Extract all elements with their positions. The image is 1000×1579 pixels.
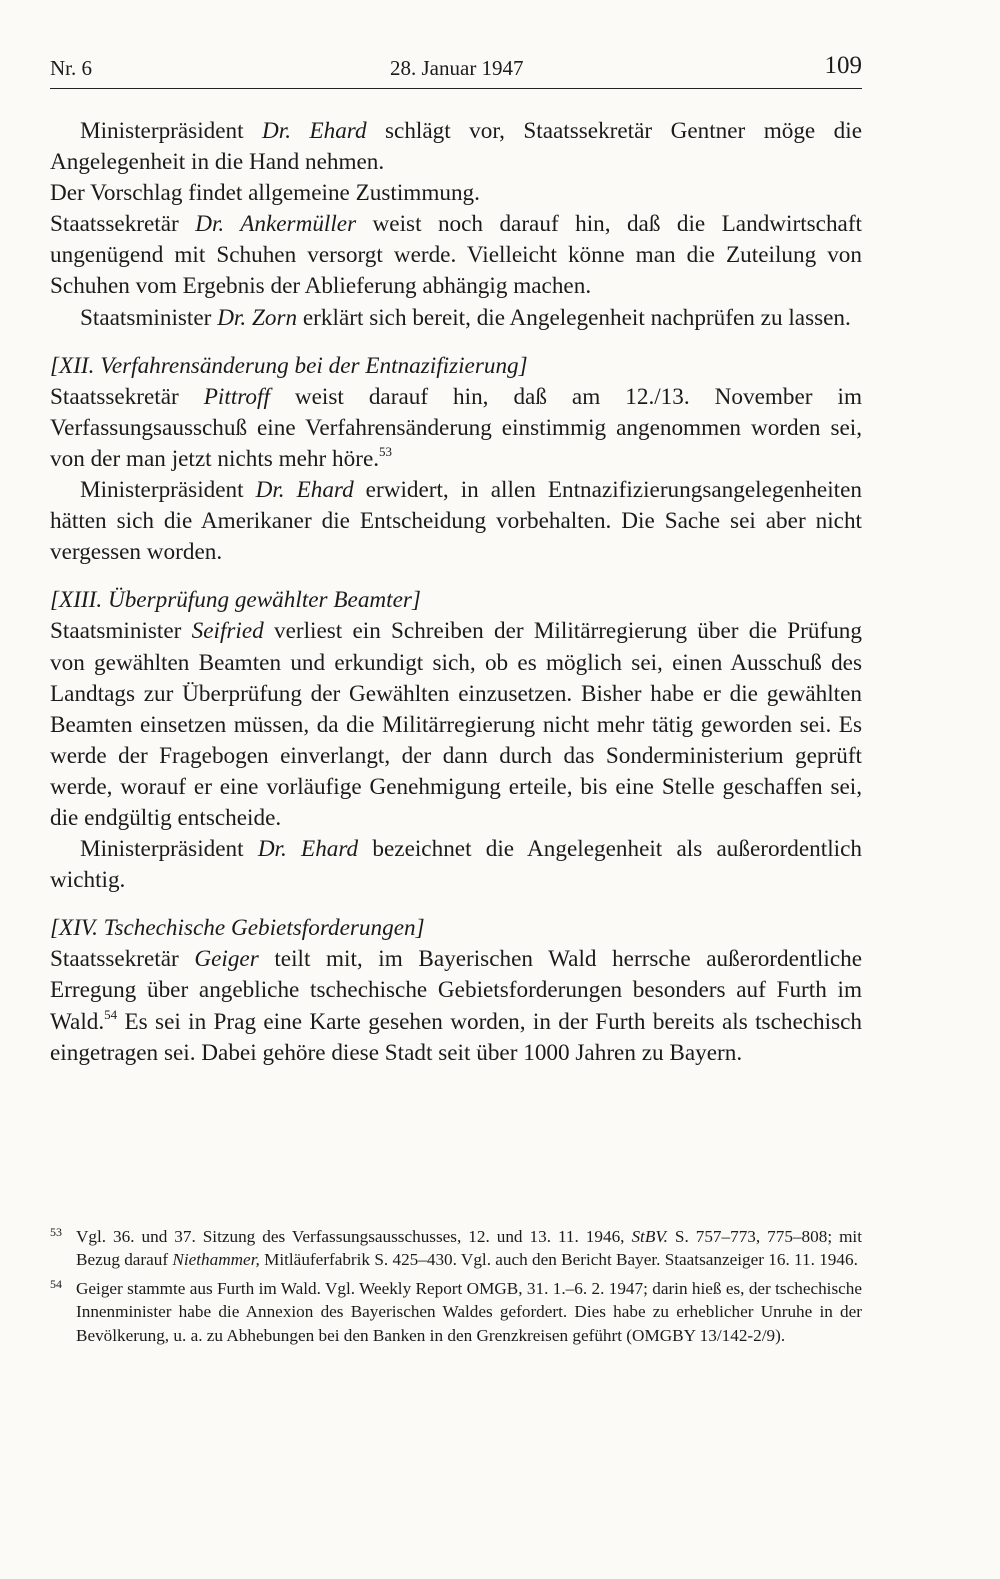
running-header [50, 52, 862, 84]
section-heading-xiii: [XIII. Überprüfung gewählter Beamter] [50, 587, 421, 614]
footnote: 54 Geiger stammte aus Furth im Wald. Vgl. Weekly Report OMGB, 31. 1.–6. 2. 1947; darin hieß es, der tschechische Innenminister habe die Annexion des Bayerischen Waldes gefordert. Dies habe zu erheblicher Unruhe in der Bevölkerung, u. a. zu Abhebungen bei den Banken in den Grenzkreisen geführt (OMGBY 13/142-2/9). [50, 1277, 862, 1347]
paragraph: Staatssekretär Geiger teilt mit, im Bayerischen Wald herrsche außerordentliche Erregung über angebliche tschechische Gebietsforderungen besonders auf Furth im Wald.$^{54}$ Es sei in Prag eine Karte gesehen worden, in der Furth bereits als tschechisch eingetragen sei. Dabei gehöre diese Stadt seit über 1000 Jahren zu Bayern. [50, 946, 862, 1066]
footnotes [50, 1225, 862, 1352]
paragraph: Staatssekretär Pittroff weist darauf hin, daß am 12./13. November im Verfassungsausschuß eine Verfahrensänderung einstimmig angenommen worden sei, von der man jetzt nichts mehr höre.$^{53}$ [50, 383, 863, 472]
section-heading-xiv: [XIV. Tschechische Gebietsforderungen] [50, 915, 425, 942]
issue-number: Nr. 6 [50, 56, 92, 80]
paragraph: Ministerpräsident Dr. Ehard schlägt vor, Staatssekretär Gentner möge die Angelegenheit in die Hand nehmen. [50, 118, 862, 176]
paragraph: Ministerpräsident Dr. Ehard bezeichnet die Angelegenheit als außerordentlich wichtig. [50, 836, 862, 894]
paragraph: Staatsminister Seifried verliest ein Schreiben der Militärregierung über die Prüfung von gewählten Beamten und erkundigt sich, ob es möglich sei, einen Ausschuß des Landtags zur Überprüfung der Gewählten einzusetzen. Bisher habe er die gewählten Beamten einsetzen müssen, da die Militärregierung nicht mehr tätig geworden sei. Es werde der Fragebogen einverlangt, der dann durch das Sonderministerium geprüft werde, worauf er eine vorläufige Genehmigung erteile, bis eine Stelle geschaffen sei, die endgültig entscheide. [50, 618, 862, 831]
main-text [50, 116, 862, 1069]
paragraph: Staatssekretär Dr. Ankermüller weist noch darauf hin, daß die Landwirtschaft ungenügend mit Schuhen versorgt werde. Vielleicht könne man die Zuteilung von Schuhen vom Ergebnis der Ablieferung abhängig machen. [50, 211, 863, 300]
header-rule [50, 88, 862, 89]
page-number: 109 [824, 52, 862, 79]
paragraph: Ministerpräsident Dr. Ehard erwidert, in allen Entnazifizierungsangelegenheiten hätten sich die Amerikaner die Entscheidung vorbehalten. Die Sache sei aber nicht vergessen worden. [50, 477, 862, 566]
paragraph: Staatsminister Dr. Zorn erklärt sich bereit, die Angelegenheit nachprüfen zu lassen. [80, 304, 851, 331]
section-heading-xii: [XII. Verfahrensänderung bei der Entnazifizierung] [50, 352, 528, 379]
paragraph: Der Vorschlag findet allgemeine Zustimmung. [50, 180, 480, 207]
footnote-ref: 53 [379, 443, 393, 459]
header-date: 28. Januar 1947 [390, 56, 524, 80]
footnote-number: 53 [50, 1225, 62, 1239]
footnote: 53 Vgl. 36. und 37. Sitzung des Verfassungsausschusses, 12. und 13. 11. 1946, StBV. S. 757–773, 775–808; mit Bezug darauf Niethammer, Mitläuferfabrik S. 425–430. Vgl. auch den Bericht Bayer. Staatsanzeiger 16. 11. 1946. [50, 1225, 862, 1272]
footnote-number: 54 [50, 1276, 62, 1291]
footnote-ref: 54 [104, 1006, 118, 1022]
